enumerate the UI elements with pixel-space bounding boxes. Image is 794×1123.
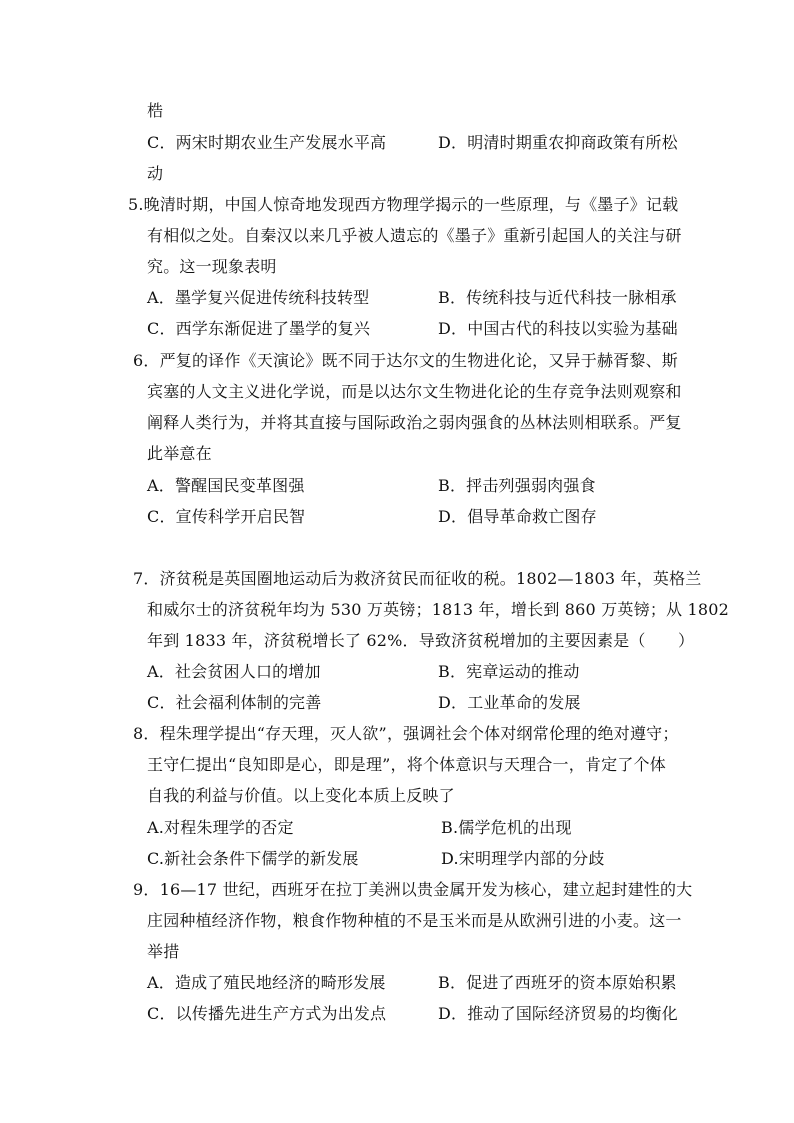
q9-stem-line1: 9．16—17 世纪，西班牙在拉丁美洲以贵金属开发为核心，建立起封建性的大 [133, 880, 693, 899]
q4-option-d-continuation: 动 [147, 164, 164, 183]
q8-option-b[interactable]: B.儒学危机的出现 [441, 818, 572, 837]
q9-option-b[interactable]: B．促进了西班牙的资本原始积累 [438, 973, 677, 992]
q5-option-a[interactable]: A．墨学复兴促进传统科技转型 [147, 288, 370, 307]
q7-option-c[interactable]: C．社会福利体制的完善 [147, 693, 322, 712]
q4-option-c[interactable]: C．两宋时期农业生产发展水平高 [147, 133, 387, 152]
q6-stem-line2: 宾塞的人文主义进化学说，而是以达尔文生物进化论的生存竞争法则观察和 [147, 382, 682, 401]
q8-stem-line3: 自我的利益与价值。以上变化本质上反映了 [147, 786, 455, 805]
q6-stem-line4: 此举意在 [147, 444, 212, 463]
q6-option-d[interactable]: D．倡导革命救亡图存 [438, 507, 597, 526]
q4-option-b-continuation: 梏 [147, 101, 164, 120]
q8-option-d[interactable]: D.宋明理学内部的分歧 [441, 849, 605, 868]
q7-stem-line2: 和威尔士的济贫税年均为 530 万英镑；1813 年，增长到 860 万英镑；从 1802 [147, 600, 730, 619]
q8-option-c[interactable]: C.新社会条件下儒学的新发展 [147, 849, 359, 868]
q8-option-a[interactable]: A.对程朱理学的否定 [147, 818, 294, 837]
q7-option-b[interactable]: B．宪章运动的推动 [438, 662, 580, 681]
q6-stem-line1: 6．严复的译作《天演论》既不同于达尔文的生物进化论，又异于赫胥黎、斯 [133, 351, 678, 370]
q5-stem-line3: 究。这一现象表明 [147, 257, 277, 276]
q8-stem-line1: 8．程朱理学提出“存天理，灭人欲”，强调社会个体对纲常伦理的绝对遵守； [133, 724, 679, 743]
q6-option-a[interactable]: A．警醒国民变革图强 [147, 476, 305, 495]
q5-stem-line2: 有相似之处。自秦汉以来几乎被人遗忘的《墨子》重新引起国人的关注与研 [147, 226, 682, 245]
q5-stem-line1: 5.晚清时期，中国人惊奇地发现西方物理学揭示的一些原理，与《墨子》记载 [128, 195, 679, 214]
q9-option-a[interactable]: A．造成了殖民地经济的畸形发展 [147, 973, 386, 992]
q9-stem-line3: 举措 [147, 942, 180, 961]
q7-option-d[interactable]: D．工业革命的发展 [438, 693, 581, 712]
q9-option-c[interactable]: C．以传播先进生产方式为出发点 [147, 1004, 387, 1023]
q5-option-b[interactable]: B．传统科技与近代科技一脉相承 [438, 288, 677, 307]
q4-option-d[interactable]: D．明清时期重农抑商政策有所松 [438, 133, 678, 152]
q7-stem-line3: 年到 1833 年，济贫税增长了 62%．导致济贫税增加的主要因素是（ ） [147, 631, 695, 650]
q7-stem-line1: 7．济贫税是英国圈地运动后为救济贫民而征收的税。1802—1803 年，英格兰 [133, 569, 702, 588]
q6-option-c[interactable]: C．宣传科学开启民智 [147, 507, 306, 526]
q5-option-d[interactable]: D．中国古代的科技以实验为基础 [438, 319, 678, 338]
q8-stem-line2: 王守仁提出“良知即是心，即是理”，将个体意识与天理合一，肯定了个体 [147, 755, 666, 774]
q9-option-d[interactable]: D．推动了国际经济贸易的均衡化 [438, 1004, 678, 1023]
q6-stem-line3: 阐释人类行为，并将其直接与国际政治之弱肉强食的丛林法则相联系。严复 [147, 413, 682, 432]
q6-option-b[interactable]: B．抨击列强弱肉强食 [438, 476, 596, 495]
q5-option-c[interactable]: C．西学东渐促进了墨学的复兴 [147, 319, 371, 338]
q9-stem-line2: 庄园种植经济作物，粮食作物种植的不是玉米而是从欧洲引进的小麦。这一 [147, 911, 682, 930]
q7-option-a[interactable]: A．社会贫困人口的增加 [147, 662, 321, 681]
